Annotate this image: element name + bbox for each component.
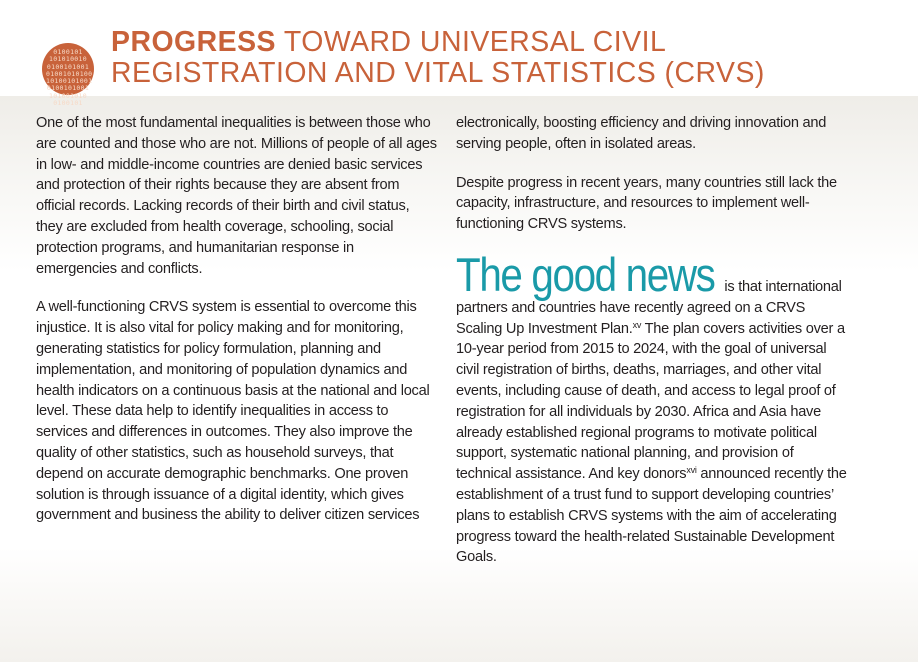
- good-news-heading: The good news: [456, 247, 715, 301]
- good-news-paragraph: [456, 247, 852, 568]
- footnote-ref-xv: xv: [632, 319, 642, 330]
- body-paragraph-2: A well-functioning CRVS system is essential to overcome this injustice. It is also vital for policy making and for monitoring, generating statistics for policy formulation, planning and implementation, and monitoring of population dynamics and health indicators on a continuous basis at the national and local level. These data help to identify inequalities in access to services and differences in outcomes. They also improve the quality of other statistics, such as household surveys, that depend on accurate demographic benchmarks. One proven solution is through issuance of a digital identity, which gives government and business the ability to deliver citizen services: [36, 299, 430, 524]
- title-line-1: TOWARD UNIVERSAL CIVIL: [276, 26, 667, 58]
- body-paragraph-1: One of the most fundamental inequalities is between those who are counted and those who are not. Millions of people of all ages in low- and middle-income countries are denied basic services and protection of their rights because they are absent from official records. Lacking records of their birth and civil status, they are excluded from health coverage, schooling, social protection programs, and humanitarian response in emergencies and conflicts.: [36, 115, 437, 277]
- body-paragraph-4: Despite progress in recent years, many countries still lack the capacity, infrastructure, and resources to implement well-functioning CRVS systems.: [456, 174, 837, 233]
- title-line-2: REGISTRATION AND VITAL STATISTICS (CRVS): [111, 57, 765, 89]
- title-emphasis: PROGRESS: [111, 26, 277, 58]
- body-paragraph-3: electronically, boosting efficiency and driving innovation and serving people, often in isolated areas.: [456, 115, 827, 152]
- good-news-text-c: announced recently the establishment of a trust fund to support developing countries’ plans to establish CRVS systems with the aim of accelerating progress toward the health-related Sustainable Development Goals.: [456, 466, 847, 566]
- footnote-ref-xvi: xvi: [686, 465, 697, 476]
- good-news-text-b: The plan covers activities over a 10-year period from 2015 to 2024, with the goal of universal civil registration of births, deaths, marriages, and other vital events, including cause of death, and access to legal proof of registration for all individuals by 2030. Africa and Asia have already established regional programs to motivate political support, systematic national planning, and provision of technical assistance. And key donors: [456, 320, 845, 483]
- header: [0, 0, 918, 108]
- left-column: [36, 113, 438, 544]
- binary-digits: 0100101 101010010 0100101001 01001010100 10100101001 0100101001 101001010 0100101: [46, 48, 93, 108]
- good-news-text-a: is that international partners and countries have recently agreed on a CRVS Scaling Up Investment Plan.: [456, 278, 842, 337]
- page-title: [111, 27, 895, 89]
- right-column: [456, 113, 852, 586]
- binary-data-icon: [42, 43, 94, 108]
